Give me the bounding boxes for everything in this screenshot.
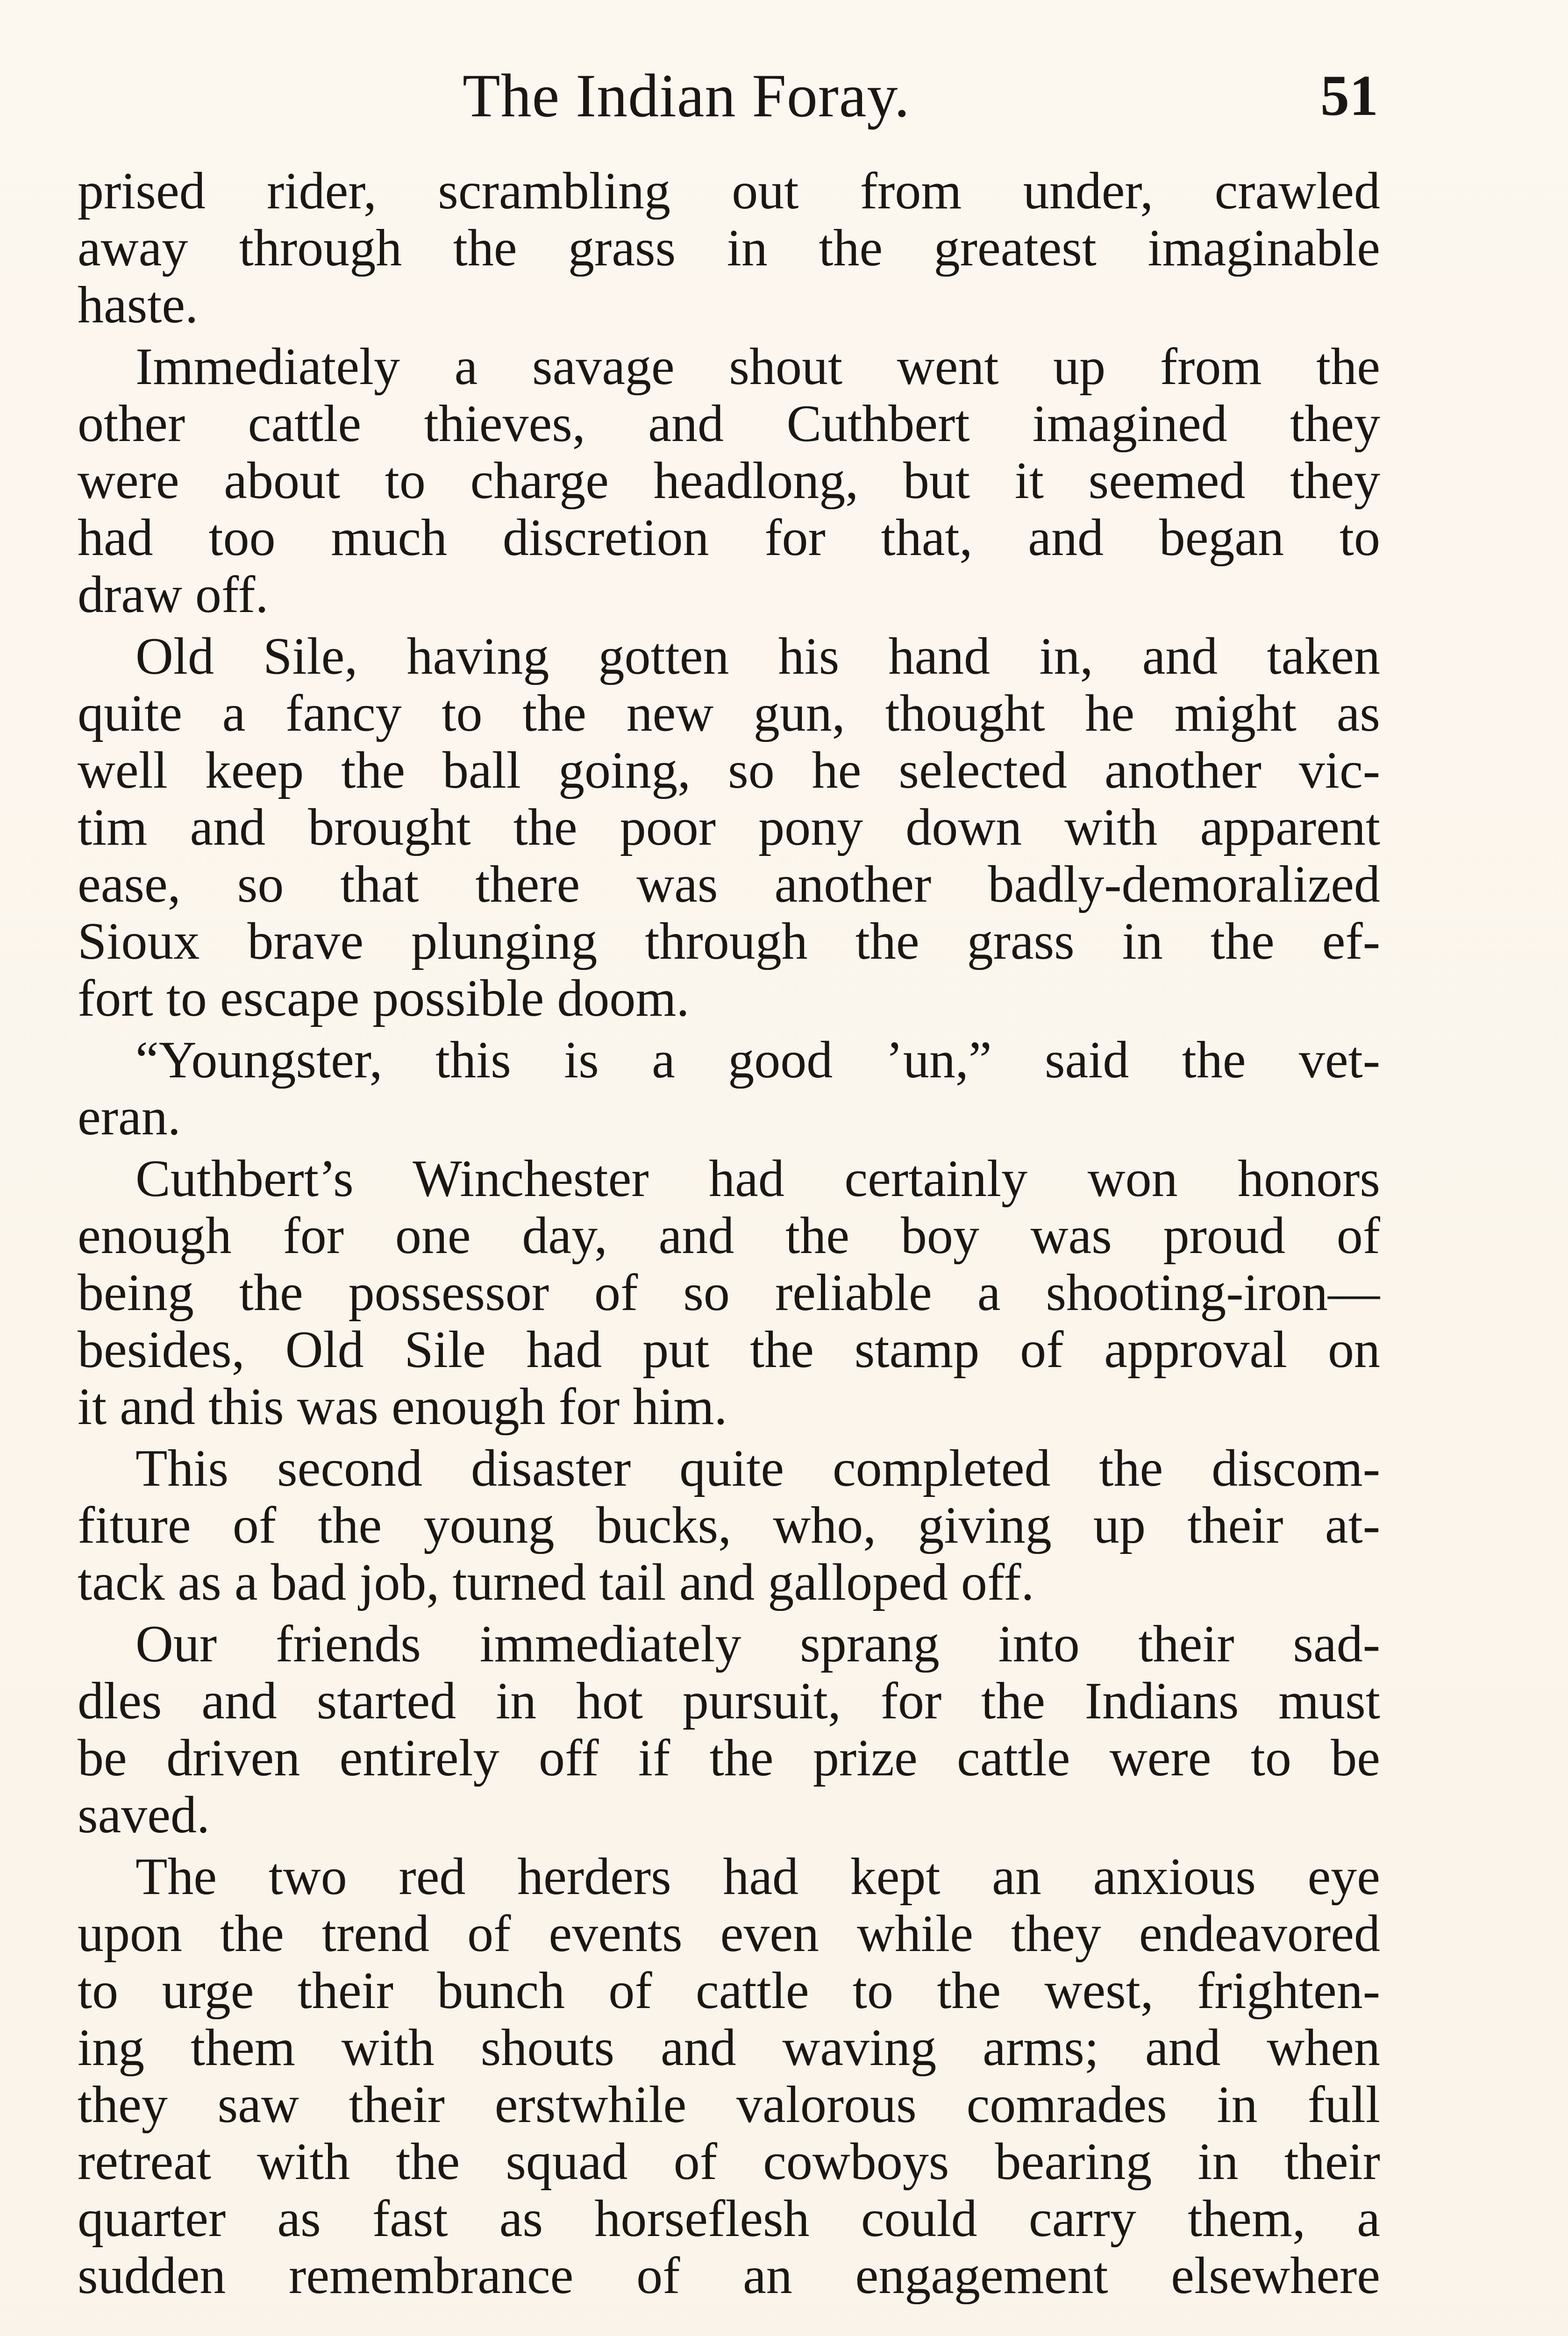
- text-line: Old Sile, having gotten his hand in, and taken: [135, 628, 1380, 685]
- text-line: ease, so that there was another badly-demoralized: [78, 856, 1380, 913]
- body-text: [78, 163, 1380, 2309]
- text-line: ing them with shouts and waving arms; and when: [78, 2019, 1380, 2076]
- text-line: tack as a bad job, turned tail and galloped off.: [78, 1554, 1034, 1611]
- text-line: dles and started in hot pursuit, for the Indians must: [78, 1673, 1380, 1730]
- text-line: Immediately a savage shout went up from the: [135, 338, 1380, 395]
- text-line: sudden remembrance of an engagement elsewhere: [78, 2247, 1380, 2304]
- text-line: quarter as fast as horseflesh could carry them, a: [78, 2190, 1380, 2247]
- text-line: upon the trend of events even while they endeavored: [78, 1905, 1380, 1962]
- text-line: prised rider, scrambling out from under, crawled: [78, 163, 1380, 220]
- text-line: Sioux brave plunging through the grass in the ef-: [78, 913, 1380, 970]
- running-header: [463, 56, 1378, 135]
- text-line: were about to charge headlong, but it seemed they: [78, 452, 1380, 509]
- text-line: they saw their erstwhile valorous comrades in full: [78, 2076, 1380, 2133]
- chapter-title: The Indian Foray.: [463, 61, 910, 130]
- text-line: eran.: [78, 1089, 181, 1146]
- text-line: draw off.: [78, 566, 269, 623]
- paragraph-1: [78, 163, 1380, 334]
- paragraph-4: [78, 1032, 1380, 1146]
- text-line: enough for one day, and the boy was proud of: [78, 1207, 1380, 1264]
- paragraph-2: [78, 338, 1380, 623]
- text-line: Our friends immediately sprang into their sad-: [135, 1616, 1380, 1673]
- text-line: This second disaster quite completed the discom-: [135, 1440, 1380, 1497]
- page-number: 51: [1320, 64, 1378, 128]
- paragraph-8: [78, 1848, 1380, 2304]
- text-line: other cattle thieves, and Cuthbert imagined they: [78, 395, 1380, 452]
- text-line: “Youngster, this is a good ’un,” said the vet-: [135, 1032, 1380, 1089]
- text-line: quite a fancy to the new gun, thought he might as: [78, 685, 1380, 742]
- text-line: to urge their bunch of cattle to the west, frighten-: [78, 1962, 1380, 2019]
- text-line: fiture of the young bucks, who, giving up their at-: [78, 1497, 1380, 1554]
- paragraph-7: [78, 1616, 1380, 1844]
- text-line: retreat with the squad of cowboys bearing in their: [78, 2133, 1380, 2190]
- text-line: well keep the ball going, so he selected another vic-: [78, 742, 1380, 799]
- paragraph-5: [78, 1150, 1380, 1435]
- text-line: besides, Old Sile had put the stamp of approval on: [78, 1321, 1380, 1378]
- text-line: away through the grass in the greatest imaginable: [78, 220, 1380, 277]
- text-line: Cuthbert’s Winchester had certainly won honors: [135, 1150, 1380, 1207]
- text-line: be driven entirely off if the prize cattle were to be: [78, 1730, 1380, 1787]
- text-line: saved.: [78, 1787, 210, 1844]
- text-line: being the possessor of so reliable a shooting-iron—: [78, 1264, 1380, 1321]
- text-line: it and this was enough for him.: [78, 1378, 727, 1435]
- text-line: haste.: [78, 277, 199, 334]
- text-line: had too much discretion for that, and began to: [78, 509, 1380, 566]
- text-line: The two red herders had kept an anxious eye: [135, 1848, 1380, 1905]
- paragraph-3: [78, 628, 1380, 1027]
- paragraph-6: [78, 1440, 1380, 1611]
- text-line: tim and brought the poor pony down with apparent: [78, 799, 1380, 856]
- text-line: fort to escape possible doom.: [78, 970, 690, 1027]
